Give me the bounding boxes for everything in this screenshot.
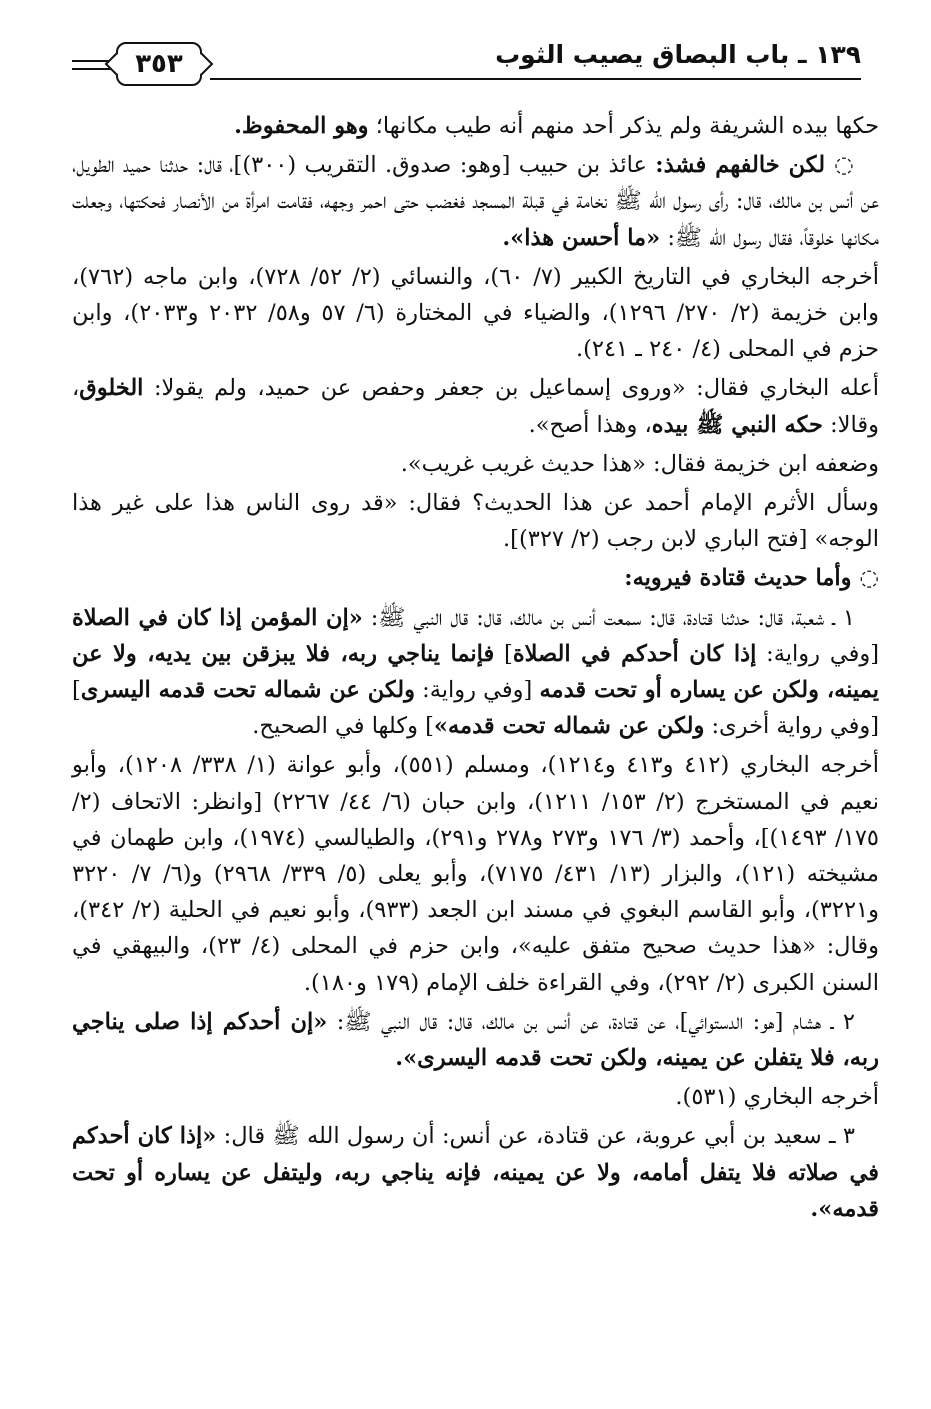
text-run: عائذ بن حبيب [وهو: صدوق. التقريب (٣٠٠)]، قال: حدثنا حميد الطويل، عن أنس بن مالك، قال: رأى رسول الله ﷺ نخامة في قبلة المسجد فغضب حتى احمر وجهه، فقامت امرأة من الأنصار فحكتها، وجعلت مكانها خلوقاً، فقال رسول الله ﷺ:	[72, 152, 879, 251]
bold-text-run: فإنما يناجي ربه، فلا يبزقن بين يديه، ولا عن يمينه، ولكن عن يساره أو تحت قدمه	[72, 640, 879, 704]
text-run: ٣ ـ سعيد بن أبي عروبة، عن قتادة، عن أنس: أن رسول الله ﷺ قال:	[216, 1123, 855, 1150]
page-header	[72, 40, 861, 94]
bold-text-run: «ما أحسن هذا».	[502, 224, 661, 251]
text-run: ]	[494, 640, 513, 667]
paragraph	[72, 747, 879, 1000]
text-run: ٢ ـ هشام [هو: الدستوائي]، عن قتادة، عن أنس بن مالك، قال: قال النبي ﷺ:	[327, 1008, 855, 1035]
page-number: ٣٥٣	[135, 49, 183, 79]
bold-text-run: إذا كان أحدكم في الصلاة	[512, 640, 757, 667]
page-body-text	[72, 108, 879, 1230]
text-run: [وفي رواية:	[414, 677, 540, 704]
text-run: ، وهذا أصح».	[528, 411, 652, 438]
bold-text-run: وهو المحفوظ.	[234, 113, 369, 139]
bold-text-run: «إن أحدكم إذا صلى يناجي ربه، فلا يتفلن عن يمينه، ولكن تحت قدمه اليسرى».	[72, 1008, 879, 1072]
text-run: ] [وفي رواية أخرى:	[72, 677, 879, 740]
paragraph	[72, 485, 879, 557]
bold-text-run: «إذا كان أحدكم في صلاته فلا يتفل أمامه، ولا عن يمينه، فإنه يناجي ربه، وليتفل عن يساره أو تحت قدمه».	[72, 1123, 879, 1222]
text-run: أعله البخاري فقال: «وروى إسماعيل بن جعفر وحفص عن حميد، ولم يقولا:	[143, 375, 879, 402]
bold-text-run: ولكن عن شماله تحت قدمه»	[433, 713, 705, 740]
paragraph	[72, 259, 879, 368]
bold-text-run: ◌	[825, 152, 855, 179]
text-run: ١ ـ شعبة، قال: حدثنا قتادة، قال: سمعت أنس بن مالك، قال: قال النبي ﷺ:	[362, 604, 855, 631]
text-run: أخرجه البخاري في التاريخ الكبير (٧/ ٦٠)، والنسائي (٢/ ٥٢/ ٧٢٨)، وابن ماجه (٧٦٢)، وابن خزيمة (٢/ ٢٧٠/ ١٢٩٦)، والضياء في المختارة (٦/ ٥٧ و٥٨/ ٢٠٣٢ و٢٠٣٣)، وابن حزم في المحلى (٤/ ٢٤٠ ـ ٢٤١).	[72, 263, 880, 363]
paragraph	[72, 600, 879, 745]
text-run: وضعفه ابن خزيمة فقال: «هذا حديث غريب غريب».	[400, 450, 879, 477]
text-run: أخرجه البخاري (٥٣١).	[675, 1084, 879, 1111]
bold-text-run: لكن خالفهم فشذ:	[655, 152, 826, 179]
text-run: [وفي رواية:	[756, 640, 879, 667]
paragraph	[72, 1118, 879, 1227]
text-run: أخرجه البخاري (٤١٢ و٤١٣ و١٢١٤)، ومسلم (٥٥١)، وأبو عوانة (١/ ٣٣٨/ ١٢٠٨)، وأبو نعيم في المستخرج (٢/ ١٥٣/ ١٢١١)، وابن حبان (٦/ ٤٤/ ٢٢٦٧) [وانظر: الاتحاف (٢/ ١٧٥/ ١٤٩٣)]، وأحمد (٣/ ١٧٦ و٢٧٣ و٢٧٨ و٢٩١)، والطيالسي (١٩٧٤)، وابن طهمان في مشيخته (١٢١)، والبزار (١٣/ ٤٣١/ ٧١٧٥)، وأبو يعلى (٥/ ٣٣٩/ ٢٩٦٨) و(٦/ ٧/ ٣٢٢٠ و٣٢٢١)، وأبو القاسم البغوي في مسند ابن الجعد (٩٣٣)، وأبو نعيم في الحلية (٢/ ٣٤٢)، وقال: «هذا حديث صحيح متفق عليه»، وابن حزم في المحلى (٤/ ٢٣)، والبيهقي في السنن الكبرى (٢/ ٢٩٢)، وفي القراءة خلف الإمام (١٧٩ و١٨٠).	[72, 752, 880, 996]
paragraph	[72, 370, 879, 442]
bold-text-run: ◌ وأما حديث قتادة فيرويه:	[624, 565, 879, 592]
text-run: ، وقالا:	[72, 375, 879, 438]
text-run: حكها بيده الشريفة ولم يذكر أحد منهم أنه طيب مكانها؛	[368, 113, 879, 139]
paragraph	[72, 560, 879, 596]
bold-text-run: حكه النبي ﷺ بيده	[651, 411, 823, 438]
text-run: وسأل الأثرم الإمام أحمد عن هذا الحديث؟ فقال: «قد روى الناس هذا على غير هذا الوجه» [فتح الباري لابن رجب (٢/ ٣٢٧)].	[72, 490, 879, 553]
bold-text-run: «إن المؤمن إذا كان في الصلاة	[72, 604, 363, 631]
text-run: ] وكلها في الصحيح.	[252, 713, 434, 740]
paragraph	[72, 1079, 879, 1115]
bold-text-run: الخلوق	[79, 375, 144, 402]
bold-text-run: ولكن عن شماله تحت قدمه اليسرى	[80, 677, 415, 704]
header-rule	[210, 78, 861, 80]
page-number-badge	[116, 42, 202, 86]
paragraph	[72, 108, 879, 144]
chapter-title: ١٣٩ ـ باب البصاق يصيب الثوب	[495, 40, 861, 69]
paragraph	[72, 446, 879, 482]
paragraph	[72, 147, 879, 256]
paragraph	[72, 1004, 879, 1076]
